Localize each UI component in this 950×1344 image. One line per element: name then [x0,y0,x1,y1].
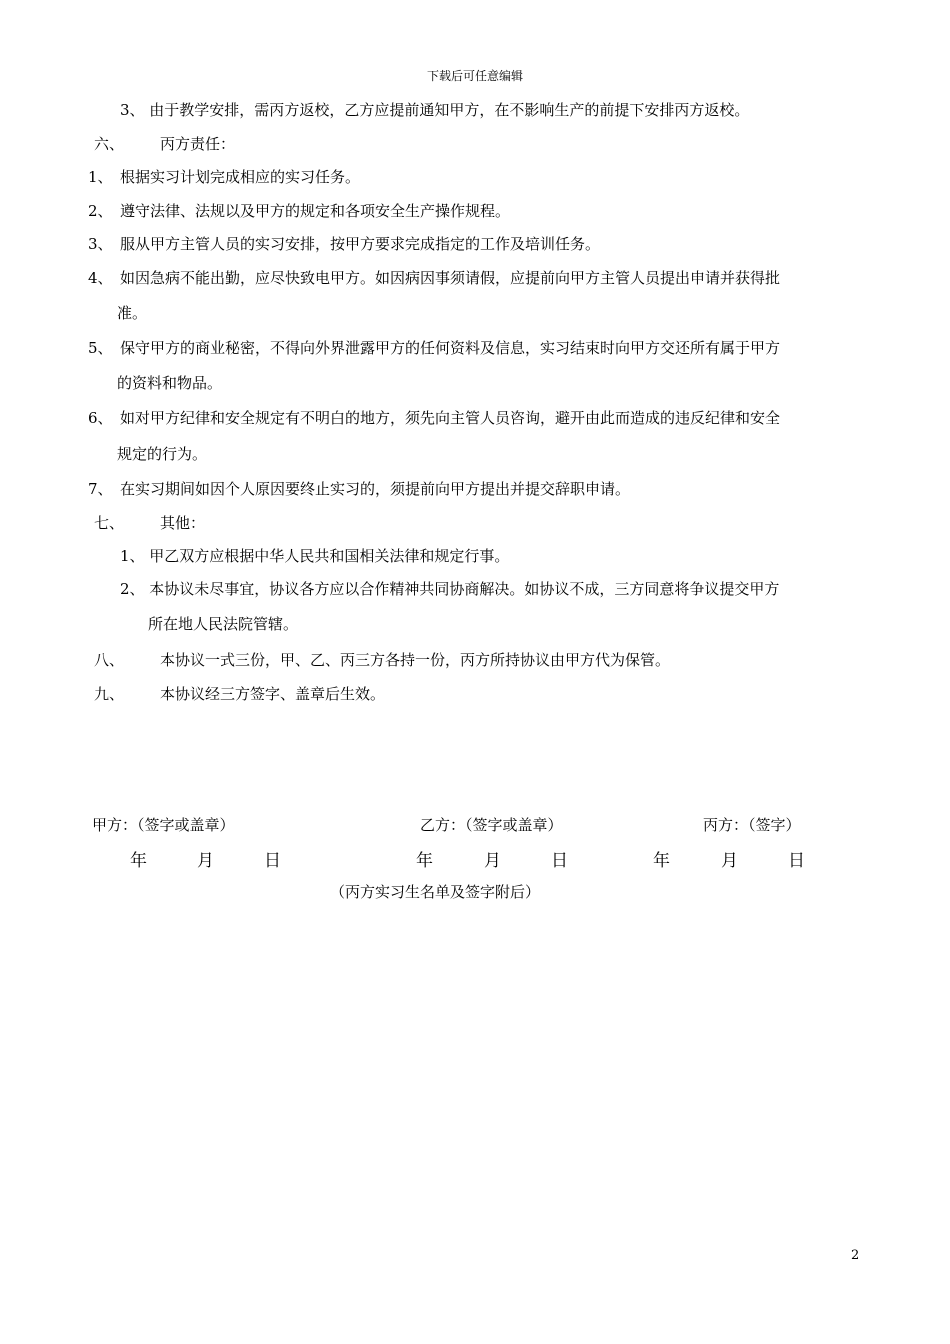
item7-text: 在实习期间如因个人原因要终止实习的，须提前向甲方提出并提交辞职申请。 [120,480,631,498]
section6-number: 六、 [94,135,125,153]
item1-text: 根据实习计划完成相应的实习任务。 [120,168,361,186]
item4-number: 4、 [88,269,113,287]
party-a-signature: 甲方：（签字或盖章） [92,816,235,834]
section8-number: 八、 [94,651,125,669]
party-b-day: 日 [551,851,568,871]
party-a-year: 年 [130,851,147,871]
item5-number: 5、 [88,339,113,357]
section7-title: 其他： [160,514,206,532]
section9-text: 本协议经三方签字、盖章后生效。 [160,685,386,703]
section7-item2-line2: 所在地人民法院管辖。 [148,615,299,633]
item3-number: 3、 [88,235,113,253]
section7-item1: 1、 甲乙双方应根据中华人民共和国相关法律和规定行事。 [120,547,510,565]
item1-number: 1、 [88,168,113,186]
party-c-month: 月 [721,851,738,871]
party-b-signature: 乙方：（签字或盖章） [420,816,563,834]
item4-text-line2: 准。 [117,304,148,322]
party-b-month: 月 [484,851,501,871]
item3-text: 服从甲方主管人员的实习安排，按甲方要求完成指定的工作及培训任务。 [120,235,601,253]
party-a-month: 月 [197,851,214,871]
section7-number: 七、 [94,514,125,532]
section9-number: 九、 [94,685,125,703]
party-c-year: 年 [653,851,670,871]
appendix-note: （丙方实习生名单及签字附后） [330,883,541,901]
item6-text-line2: 规定的行为。 [117,445,208,463]
item4-text-line1: 如因急病不能出勤，应尽快致电甲方。如因病因事须请假，应提前向甲方主管人员提出申请并获得批 [120,269,781,287]
section5-item3: 3、 由于教学安排，需丙方返校，乙方应提前通知甲方，在不影响生产的前提下安排丙方返校。 [120,101,750,119]
item5-text-line1: 保守甲方的商业秘密，不得向外界泄露甲方的任何资料及信息，实习结束时向甲方交还所有属于甲方 [120,339,781,357]
section7-item2-line1: 2、 本协议未尽事宜，协议各方应以合作精神共同协商解决。如协议不成，三方同意将争议提交甲方 [120,580,780,598]
item2-text: 遵守法律、法规以及甲方的规定和各项安全生产操作规程。 [120,202,511,220]
item2-number: 2、 [88,202,113,220]
item6-number: 6、 [88,409,113,427]
item7-number: 7、 [88,480,113,498]
party-b-year: 年 [416,851,433,871]
section6-title: 丙方责任： [160,135,236,153]
party-a-day: 日 [264,851,281,871]
item5-text-line2: 的资料和物品。 [117,374,223,392]
page-header: 下载后可任意编辑 [426,69,523,83]
section8-text: 本协议一式三份，甲、乙、丙三方各持一份，丙方所持协议由甲方代为保管。 [160,651,671,669]
party-c-day: 日 [788,851,805,871]
party-c-signature: 丙方：（签字） [703,816,801,834]
item6-text-line1: 如对甲方纪律和安全规定有不明白的地方，须先向主管人员咨询，避开由此而造成的违反纪律和安全 [120,409,781,427]
page-number: 2 [851,1248,860,1263]
